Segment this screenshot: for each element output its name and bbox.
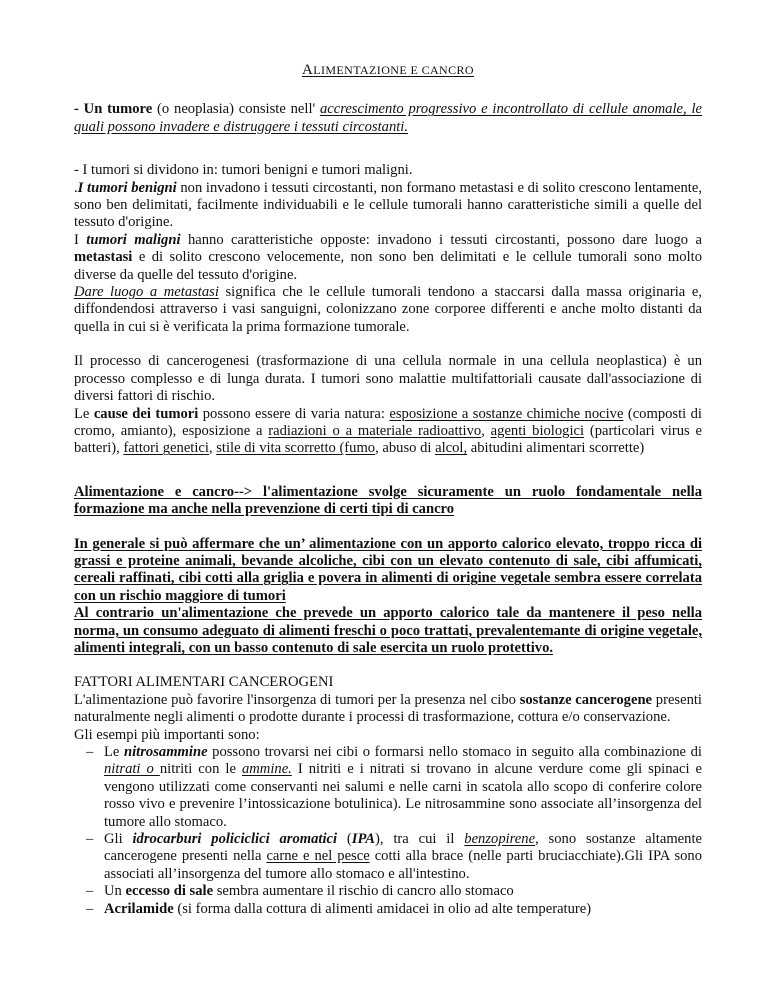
list-item: – Un eccesso di sale sembra aumentare il rischio di cancro allo stomaco xyxy=(86,883,514,900)
intro-paragraph: - Un tumore (o neoplasia) consiste nell' accrescimento progressivo e incontrollato di cellule anomale, le quali possono invadere e distruggere i tessuti circostanti. xyxy=(74,101,702,135)
benign-paragraph: .I tumori benigni non invadono i tessuti circostanti, non formano metastasi e di solito crescono lentamente, sono ben delimitati, facilmente individuabili e le cellule tumorali hanno caratteristiche simili a quelle del tessuto d'origine. xyxy=(74,179,702,231)
metastasis-paragraph: Dare luogo a metastasi significa che le cellule tumorali tendono a staccarsi dalla massa originaria e, diffondendosi attraverso i vasi sanguigni, colonizzano zone corporee differenti e anche molto distanti da quella in cui si è verificata la prima formazione tumorale. xyxy=(74,284,702,335)
document-title: ALIMENTAZIONE E CANCRO xyxy=(302,62,474,78)
protective-diet-paragraph: Al contrario un'alimentazione che prevede un apporto calorico tale da mantenere il peso nella norma, un consumo adeguato di alimenti freschi o poco trattati, prevalentemante di origine vegetale, alimenti integrali, con un basso contenuto di sale esercita un ruolo protettivo. xyxy=(74,605,702,656)
factors-intro-paragraph: L'alimentazione può favorire l'insorgenza di tumori per la presenza nel cibo sostanze cancerogene presenti naturalmente negli alimenti o prodotte durante i processi di trasformazione, cottura e/o conservazione. xyxy=(74,691,702,726)
malignant-paragraph: I tumori maligni hanno caratteristiche opposte: invadono i tessuti circostanti, possono dare luogo a metastasi e di solito crescono velocemente, non sono ben delimitati e le cellule tumorali sono molto diverse da quelle del tessuto d'origine. xyxy=(74,231,702,283)
document-page xyxy=(74,62,702,918)
list-item: – Acrilamide (si forma dalla cottura di alimenti amidacei in olio ad alte temperature) xyxy=(86,900,592,917)
examples-line: Gli esempi più importanti sono: xyxy=(74,726,260,743)
diet-cancer-heading: Alimentazione e cancro--> l'alimentazione svolge sicuramente un ruolo fondamentale nella formazione ma anche nella prevenzione di certi tipi di cancro xyxy=(74,483,702,518)
types-line: - I tumori si dividono in: tumori benigni e tumori maligni. xyxy=(74,162,413,179)
list-item: – Gli idrocarburi policiclici aromatici (IPA), tra cui il benzopirene, sono sostanze altamente cancerogene presenti nella carne e nel pesce cotti alla brace (nelle parti bruciacchiate).Gli IPA sono associati all’insorgenza del tumore allo stomaco e all'intestino. xyxy=(86,831,703,882)
factors-list xyxy=(74,744,702,918)
risk-diet-paragraph: In generale si può affermare che un’ alimentazione con un apporto calorico elevato, troppo ricca di grassi e proteine animali, bevande alcoliche, cibi con un elevato contenuto di sale, cibi affumicati, cereali raffinati, cibi cotti alla griglia e povera in alimenti di origine vegetale sembra essere correlata con un rischio maggiore di tumori xyxy=(74,535,702,604)
list-item: – Le nitrosammine possono trovarsi nei cibi o formarsi nello stomaco in seguito alla combinazione di nitrati o nitriti con le ammine. I nitriti e i nitrati si trovano in alcune verdure come gli spinaci e vengono utilizzati come conservanti nei salumi e nelle carni in scatola allo scopo di conferire colore rosso vivo e prevenire l’intossicazione botulinica). Le nitrosammine sono associate all’insorgenza del tumore allo stomaco. xyxy=(86,744,702,830)
carcinogenic-factors-heading: FATTORI ALIMENTARI CANCEROGENI xyxy=(74,674,334,691)
carcinogenesis-paragraph: Il processo di cancerogenesi (trasformazione di una cellula normale in una cellula neoplastica) è un processo complesso e di lunga durata. I tumori sono malattie multifattoriali causate dall'associazione di diversi fattori di rischio. xyxy=(74,353,702,405)
causes-paragraph: Le cause dei tumori possono essere di varia natura: esposizione a sostanze chimiche nocive (composti di cromo, amianto), esposizione a radiazioni o a materiale radioattivo, agenti biologici (particolari virus e batteri), fattori genetici, stile di vita scorretto (fumo, abuso di alcol, abitudini alimentari scorrette) xyxy=(74,405,702,457)
